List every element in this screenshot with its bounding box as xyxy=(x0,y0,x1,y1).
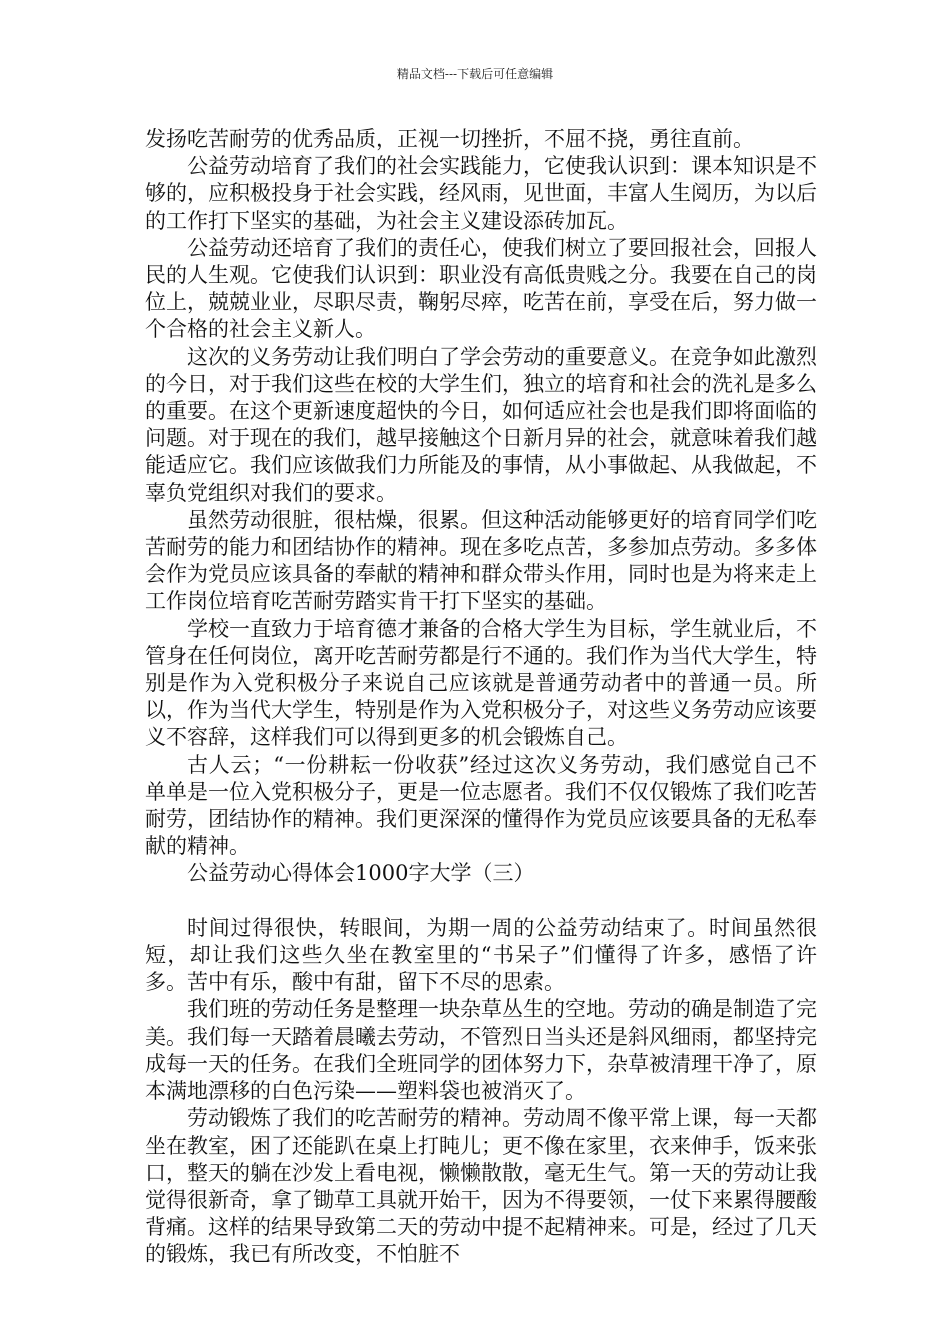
paragraph: 发扬吃苦耐劳的优秀品质，正视一切挫折，不屈不挠，勇往直前。 xyxy=(145,127,754,151)
paragraph: 学校一直致力于培育德才兼备的合格大学生为目标，学生就业后，不管身在任何岗位，离开吃苦耐劳都是行不通的。我们作为当代大学生，特别是作为入党积极分子来说自己应该就是普通劳动者中的普通一员。所以，作为当代大学生，特别是作为入党积极分子，对这些义务劳动应该要义不容辞，这样我们可以得到更多的机会锻炼自己。 xyxy=(145,616,817,750)
paragraph: 虽然劳动很脏，很枯燥，很累。但这种活动能够更好的培育同学们吃苦耐劳的能力和团结协作的精神。现在多吃点苦，多参加点劳动。多多体会作为党员应该具备的奉献的精神和群众带头作用，同时也是为将来走上工作岗位培育吃苦耐劳踏实肯干打下坚实的基础。 xyxy=(145,507,817,614)
document-body xyxy=(145,126,817,1269)
paragraph: 劳动锻炼了我们的吃苦耐劳的精神。劳动周不像平常上课，每一天都坐在教室，困了还能趴在桌上打盹儿；更不像在家里，衣来伸手，饭来张口，整天的躺在沙发上看电视，懒懒散散，毫无生气。第一天的劳动让我觉得很新奇，拿了锄草工具就开始干，因为不得要领，一仗下来累得腰酸背痛。这样的结果导致第二天的劳动中提不起精神来。可是，经过了几天的锻炼，我已有所改变，不怕脏不 xyxy=(145,1106,817,1267)
paragraph: 公益劳动培育了我们的社会实践能力，它使我认识到：课本知识是不够的，应积极投身于社会实践，经风雨，见世面，丰富人生阅历，为以后的工作打下坚实的基础，为社会主义建设添砖加瓦。 xyxy=(145,154,817,233)
paragraph: 公益劳动还培育了我们的责任心，使我们树立了要回报社会，回报人民的人生观。它使我们认识到：职业没有高低贵贱之分。我要在自己的岗位上，兢兢业业，尽职尽责，鞠躬尽瘁，吃苦在前，享受在后，努力做一个合格的社会主义新人。 xyxy=(145,235,817,342)
paragraph: 时间过得很快，转眼间，为期一周的公益劳动结束了。时间虽然很短，却让我们这些久坐在教室里的“书呆子”们懂得了许多，感悟了许多。苦中有乐，酸中有甜，留下不尽的思索。 xyxy=(145,915,817,995)
paragraph: 这次的义务劳动让我们明白了学会劳动的重要意义。在竞争如此激烈的今日，对于我们这些在校的大学生们，独立的培育和社会的洗礼是多么的重要。在这个更新速度超快的今日，如何适应社会也是我们即将面临的问题。对于现在的我们，越早接触这个日新月异的社会，就意味着我们越能适应它。我们应该做我们力所能及的事情，从小事做起、从我做起，不辜负党组织对我们的要求。 xyxy=(145,344,817,505)
section-heading: 公益劳动心得体会1000字大学（三） xyxy=(187,861,535,886)
paragraph: 我们班的劳动任务是整理一块杂草丛生的空地。劳动的确是制造了完美。我们每一天踏着晨曦去劳动，不管烈日当头还是斜风细雨，都坚持完成每一天的任务。在我们全班同学的团体努力下，杂草被清理干净了，原本满地漂移的白色污染——塑料袋也被消灭了。 xyxy=(145,997,817,1104)
page-header: 精品文档---下载后可任意编辑 xyxy=(396,67,554,81)
paragraph: 古人云；“一份耕耘一份收获”经过这次义务劳动，我们感觉自己不单单是一位入党积极分子，更是一位志愿者。我们不仅仅锻炼了我们吃苦耐劳，团结协作的精神。我们更深深的懂得作为党员应该要具备的无私奉献的精神。 xyxy=(145,752,817,859)
blank-line xyxy=(145,888,817,915)
